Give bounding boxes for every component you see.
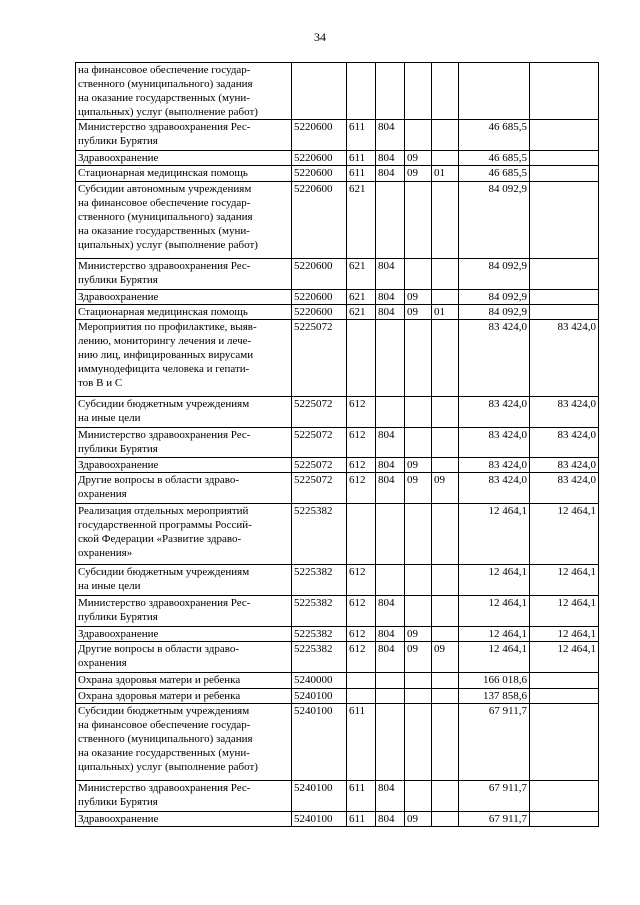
cell-target-article: 5240100 <box>292 704 347 781</box>
cell-ministry-code <box>376 397 405 428</box>
cell-target-article: 5225382 <box>292 565 347 596</box>
cell-amount: 46 685,5 <box>459 151 530 166</box>
cell-federal-amount <box>530 812 599 827</box>
cell-ministry-code: 804 <box>376 642 405 673</box>
cell-ministry-code: 804 <box>376 781 405 812</box>
cell-section <box>405 259 432 290</box>
cell-section <box>405 704 432 781</box>
cell-expense-type: 611 <box>347 704 376 781</box>
cell-ministry-code <box>376 504 405 565</box>
cell-expense-type: 612 <box>347 473 376 504</box>
cell-subsection <box>432 182 459 259</box>
cell-subsection <box>432 689 459 704</box>
cell-subsection <box>432 397 459 428</box>
cell-expense-type: 621 <box>347 259 376 290</box>
cell-subsection: 09 <box>432 642 459 673</box>
cell-federal-amount: 83 424,0 <box>530 428 599 458</box>
cell-section <box>405 397 432 428</box>
table-row <box>76 689 599 704</box>
table-row <box>76 166 599 182</box>
cell-expense-type: 612 <box>347 397 376 428</box>
cell-federal-amount: 12 464,1 <box>530 596 599 627</box>
cell-name: Субсидии бюджетным учреждениям на финансовое обеспечение государ- ственного (муниципального) задания на оказание государственных (муни- ципальных) услуг (выполнение работ) <box>76 704 292 781</box>
table-row <box>76 151 599 166</box>
cell-amount: 46 685,5 <box>459 166 530 182</box>
cell-name: Охрана здоровья матери и ребенка <box>76 689 292 704</box>
cell-expense-type: 621 <box>347 182 376 259</box>
cell-ministry-code <box>376 565 405 596</box>
table-row <box>76 458 599 473</box>
cell-target-article: 5240100 <box>292 689 347 704</box>
cell-expense-type: 612 <box>347 428 376 458</box>
cell-target-article: 5240100 <box>292 812 347 827</box>
cell-federal-amount <box>530 305 599 320</box>
cell-expense-type <box>347 673 376 689</box>
cell-target-article: 5225072 <box>292 320 347 397</box>
cell-name: Министерство здравоохранения Рес- публики Бурятия <box>76 428 292 458</box>
cell-name: Стационарная медицинская помощь <box>76 166 292 182</box>
cell-subsection <box>432 673 459 689</box>
cell-subsection: 09 <box>432 473 459 504</box>
cell-section <box>405 320 432 397</box>
cell-federal-amount <box>530 120 599 151</box>
cell-amount: 83 424,0 <box>459 458 530 473</box>
cell-amount: 12 464,1 <box>459 596 530 627</box>
cell-subsection <box>432 504 459 565</box>
cell-expense-type: 612 <box>347 565 376 596</box>
cell-target-article: 5220600 <box>292 305 347 320</box>
cell-name: Министерство здравоохранения Рес- публики Бурятия <box>76 259 292 290</box>
cell-target-article: 5240000 <box>292 673 347 689</box>
cell-name: Здравоохранение <box>76 151 292 166</box>
cell-subsection <box>432 781 459 812</box>
cell-section <box>405 565 432 596</box>
cell-amount <box>459 63 530 120</box>
cell-section: 09 <box>405 627 432 642</box>
cell-subsection <box>432 120 459 151</box>
cell-subsection <box>432 63 459 120</box>
cell-name: Министерство здравоохранения Рес- публики Бурятия <box>76 596 292 627</box>
cell-amount: 84 092,9 <box>459 290 530 305</box>
cell-target-article: 5225072 <box>292 397 347 428</box>
cell-target-article <box>292 63 347 120</box>
cell-section <box>405 63 432 120</box>
cell-name: Охрана здоровья матери и ребенка <box>76 673 292 689</box>
cell-target-article: 5220600 <box>292 166 347 182</box>
cell-amount: 12 464,1 <box>459 642 530 673</box>
cell-federal-amount: 12 464,1 <box>530 565 599 596</box>
cell-ministry-code <box>376 704 405 781</box>
cell-section <box>405 673 432 689</box>
cell-section <box>405 781 432 812</box>
cell-expense-type: 611 <box>347 812 376 827</box>
cell-expense-type <box>347 504 376 565</box>
cell-subsection <box>432 320 459 397</box>
cell-federal-amount: 83 424,0 <box>530 397 599 428</box>
table-row <box>76 812 599 827</box>
cell-subsection: 01 <box>432 166 459 182</box>
cell-expense-type: 611 <box>347 781 376 812</box>
cell-section: 09 <box>405 305 432 320</box>
cell-expense-type: 612 <box>347 627 376 642</box>
cell-ministry-code: 804 <box>376 259 405 290</box>
cell-federal-amount: 83 424,0 <box>530 458 599 473</box>
cell-subsection <box>432 704 459 781</box>
cell-federal-amount: 83 424,0 <box>530 473 599 504</box>
cell-federal-amount: 83 424,0 <box>530 320 599 397</box>
table-row <box>76 428 599 458</box>
cell-name: Здравоохранение <box>76 290 292 305</box>
cell-section <box>405 182 432 259</box>
cell-subsection <box>432 259 459 290</box>
cell-amount: 83 424,0 <box>459 320 530 397</box>
cell-expense-type <box>347 689 376 704</box>
cell-ministry-code: 804 <box>376 473 405 504</box>
cell-amount: 67 911,7 <box>459 704 530 781</box>
cell-subsection <box>432 596 459 627</box>
cell-section <box>405 428 432 458</box>
cell-amount: 137 858,6 <box>459 689 530 704</box>
cell-amount: 84 092,9 <box>459 182 530 259</box>
cell-expense-type: 611 <box>347 166 376 182</box>
cell-ministry-code: 804 <box>376 428 405 458</box>
cell-expense-type: 612 <box>347 596 376 627</box>
cell-target-article: 5220600 <box>292 182 347 259</box>
cell-subsection: 01 <box>432 305 459 320</box>
cell-ministry-code: 804 <box>376 458 405 473</box>
table-row <box>76 397 599 428</box>
cell-subsection <box>432 290 459 305</box>
cell-name: Здравоохранение <box>76 458 292 473</box>
cell-section <box>405 504 432 565</box>
cell-amount: 83 424,0 <box>459 428 530 458</box>
table-row <box>76 781 599 812</box>
cell-section: 09 <box>405 151 432 166</box>
cell-ministry-code: 804 <box>376 305 405 320</box>
cell-subsection <box>432 812 459 827</box>
cell-section <box>405 120 432 151</box>
cell-federal-amount <box>530 166 599 182</box>
cell-federal-amount <box>530 182 599 259</box>
cell-name: Мероприятия по профилактике, выяв- лению, мониторингу лечения и лече- нию лиц, инфицированных вирусами иммунодефицита человека и гепати- тов В и С <box>76 320 292 397</box>
table-row <box>76 596 599 627</box>
cell-target-article: 5225072 <box>292 428 347 458</box>
cell-federal-amount <box>530 704 599 781</box>
cell-ministry-code: 804 <box>376 120 405 151</box>
table-row <box>76 320 599 397</box>
cell-amount: 83 424,0 <box>459 473 530 504</box>
cell-section <box>405 596 432 627</box>
cell-subsection <box>432 428 459 458</box>
cell-amount: 166 018,6 <box>459 673 530 689</box>
cell-amount: 84 092,9 <box>459 305 530 320</box>
cell-ministry-code: 804 <box>376 166 405 182</box>
budget-table <box>75 62 599 827</box>
cell-name: Здравоохранение <box>76 627 292 642</box>
cell-expense-type: 611 <box>347 151 376 166</box>
cell-ministry-code <box>376 673 405 689</box>
cell-ministry-code <box>376 320 405 397</box>
cell-amount: 67 911,7 <box>459 812 530 827</box>
cell-amount: 12 464,1 <box>459 565 530 596</box>
table-body <box>76 63 599 827</box>
cell-amount: 67 911,7 <box>459 781 530 812</box>
cell-section: 09 <box>405 642 432 673</box>
cell-expense-type: 621 <box>347 290 376 305</box>
table-row <box>76 182 599 259</box>
table-row <box>76 290 599 305</box>
cell-expense-type: 612 <box>347 458 376 473</box>
cell-name: Субсидии автономным учреждениям на финансовое обеспечение государ- ственного (муниципального) задания на оказание государственных (муни- ципальных) услуг (выполнение работ) <box>76 182 292 259</box>
cell-amount: 84 092,9 <box>459 259 530 290</box>
cell-target-article: 5225382 <box>292 596 347 627</box>
cell-name: Субсидии бюджетным учреждениям на иные цели <box>76 397 292 428</box>
cell-amount: 12 464,1 <box>459 627 530 642</box>
cell-federal-amount <box>530 259 599 290</box>
cell-amount: 46 685,5 <box>459 120 530 151</box>
cell-subsection <box>432 458 459 473</box>
cell-ministry-code: 804 <box>376 290 405 305</box>
cell-amount: 83 424,0 <box>459 397 530 428</box>
cell-federal-amount <box>530 689 599 704</box>
cell-name: Здравоохранение <box>76 812 292 827</box>
cell-target-article: 5225072 <box>292 473 347 504</box>
cell-target-article: 5220600 <box>292 120 347 151</box>
cell-ministry-code <box>376 182 405 259</box>
cell-target-article: 5220600 <box>292 290 347 305</box>
cell-name: Стационарная медицинская помощь <box>76 305 292 320</box>
page-number: 34 <box>314 30 326 44</box>
cell-section: 09 <box>405 290 432 305</box>
table-row <box>76 259 599 290</box>
cell-ministry-code <box>376 63 405 120</box>
cell-ministry-code: 804 <box>376 151 405 166</box>
table-row <box>76 120 599 151</box>
cell-name: Другие вопросы в области здраво- охранения <box>76 473 292 504</box>
cell-expense-type <box>347 63 376 120</box>
cell-federal-amount <box>530 290 599 305</box>
table-row <box>76 673 599 689</box>
cell-federal-amount <box>530 781 599 812</box>
cell-target-article: 5220600 <box>292 259 347 290</box>
cell-expense-type <box>347 320 376 397</box>
table-row <box>76 63 599 120</box>
cell-expense-type: 612 <box>347 642 376 673</box>
cell-federal-amount <box>530 673 599 689</box>
cell-name: Министерство здравоохранения Рес- публики Бурятия <box>76 781 292 812</box>
cell-name: Реализация отдельных мероприятий государственной программы Россий- ской Федерации «Развитие здраво- охранения» <box>76 504 292 565</box>
cell-federal-amount: 12 464,1 <box>530 627 599 642</box>
cell-section: 09 <box>405 458 432 473</box>
cell-target-article: 5220600 <box>292 151 347 166</box>
table-row <box>76 305 599 320</box>
cell-ministry-code: 804 <box>376 627 405 642</box>
cell-amount: 12 464,1 <box>459 504 530 565</box>
table-row <box>76 704 599 781</box>
cell-federal-amount <box>530 63 599 120</box>
cell-ministry-code: 804 <box>376 812 405 827</box>
cell-name: Другие вопросы в области здраво- охранения <box>76 642 292 673</box>
table-row <box>76 473 599 504</box>
table-row <box>76 627 599 642</box>
cell-name: на финансовое обеспечение государ- ственного (муниципального) задания на оказание государственных (муни- ципальных) услуг (выполнение работ) <box>76 63 292 120</box>
cell-federal-amount: 12 464,1 <box>530 642 599 673</box>
table-row <box>76 642 599 673</box>
cell-target-article: 5225382 <box>292 504 347 565</box>
cell-name: Министерство здравоохранения Рес- публики Бурятия <box>76 120 292 151</box>
cell-ministry-code: 804 <box>376 596 405 627</box>
cell-target-article: 5225072 <box>292 458 347 473</box>
cell-target-article: 5225382 <box>292 642 347 673</box>
cell-section: 09 <box>405 812 432 827</box>
cell-expense-type: 611 <box>347 120 376 151</box>
cell-subsection <box>432 565 459 596</box>
cell-target-article: 5240100 <box>292 781 347 812</box>
cell-target-article: 5225382 <box>292 627 347 642</box>
cell-name: Субсидии бюджетным учреждениям на иные цели <box>76 565 292 596</box>
cell-section: 09 <box>405 166 432 182</box>
cell-federal-amount: 12 464,1 <box>530 504 599 565</box>
cell-subsection <box>432 151 459 166</box>
cell-subsection <box>432 627 459 642</box>
table-row <box>76 565 599 596</box>
cell-expense-type: 621 <box>347 305 376 320</box>
table-row <box>76 504 599 565</box>
cell-federal-amount <box>530 151 599 166</box>
cell-ministry-code <box>376 689 405 704</box>
cell-section: 09 <box>405 473 432 504</box>
cell-section <box>405 689 432 704</box>
